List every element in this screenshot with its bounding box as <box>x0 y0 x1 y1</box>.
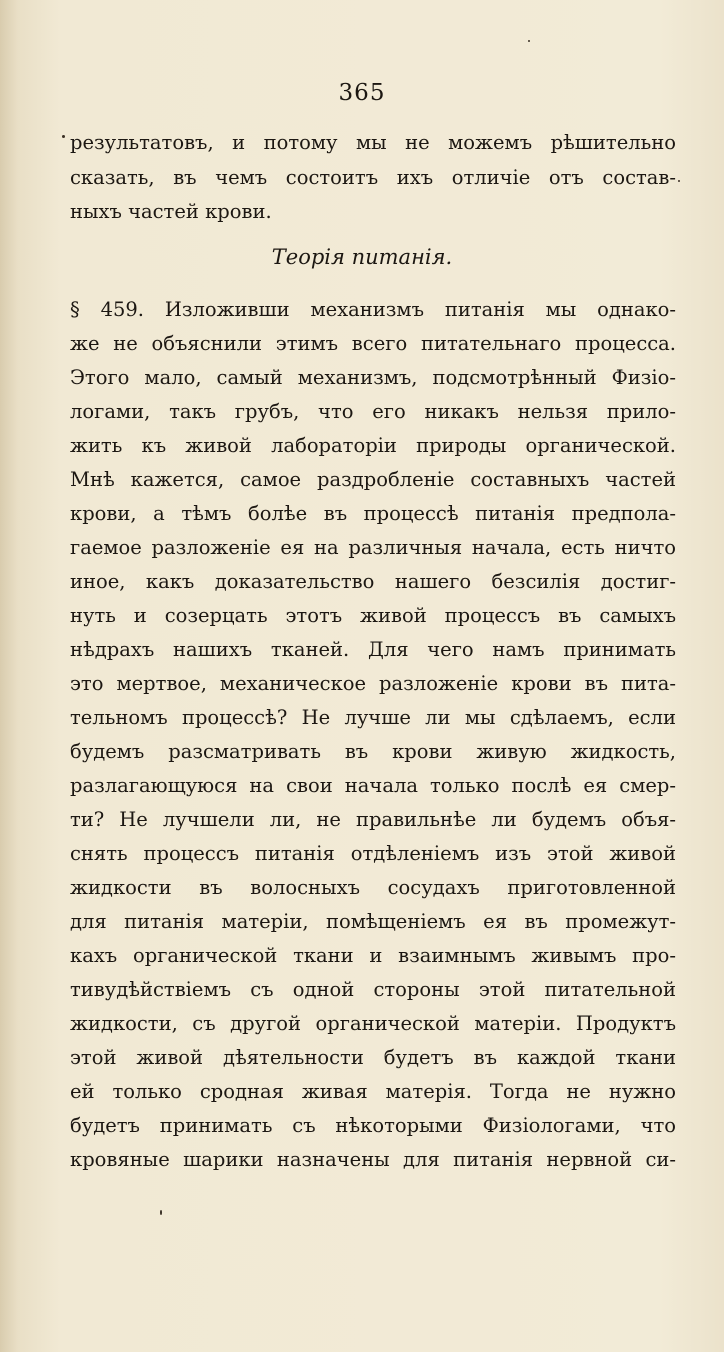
section-heading: Теорія питанія. <box>271 245 453 269</box>
text-line: снять процессъ питанія отдѣленіемъ изъ этой живой <box>70 842 676 865</box>
text-line: для питанія матеріи, помѣщеніемъ ея въ промежут- <box>70 910 676 933</box>
text-line: иное, какъ доказательство нашего безсилія достиг- <box>70 570 676 593</box>
text-line: ей только сродная живая матерія. Тогда не нужно <box>70 1080 676 1103</box>
text-line: тивудѣйствіемъ съ одной стороны этой питательной <box>70 978 676 1001</box>
text-line: Мнѣ кажется, самое раздробленіе составныхъ частей <box>70 468 676 491</box>
ink-speck <box>528 40 530 42</box>
text-line: сказать, въ чемъ состоитъ ихъ отличіе отъ состав- <box>70 166 676 189</box>
text-line: жить къ живой лабораторіи природы органической. <box>70 434 676 457</box>
page-number: 365 <box>338 80 386 106</box>
text-line: нуть и созерцать этотъ живой процессъ въ самыхъ <box>70 604 676 627</box>
text-line: кровяные шарики назначены для питанія нервной си- <box>70 1148 676 1171</box>
text-line: этой живой дѣятельности будетъ въ каждой ткани <box>70 1046 676 1069</box>
text-line: кахъ органической ткани и взаимнымъ живымъ про- <box>70 944 676 967</box>
text-line: же не объяснили этимъ всего питательнаго процесса. <box>70 332 676 355</box>
text-line: ныхъ частей крови. <box>70 200 272 223</box>
text-line: результатовъ, и потому мы не можемъ рѣшительно <box>70 131 676 154</box>
text-line: крови, а тѣмъ болѣе въ процессѣ питанія предпола- <box>70 502 676 525</box>
text-line: логами, такъ грубъ, что его никакъ нельзя прило- <box>70 400 676 423</box>
text-line: жидкости въ волосныхъ сосудахъ приготовленной <box>70 876 676 899</box>
text-line: будемъ разсматривать въ крови живую жидкость, <box>70 740 676 763</box>
text-line: нѣдрахъ нашихъ тканей. Для чего намъ принимать <box>70 638 676 661</box>
text-line: разлагающуюся на свои начала только послѣ ея смер- <box>70 774 676 797</box>
text-line: жидкости, съ другой органической матеріи. Продуктъ <box>70 1012 676 1035</box>
text-line: Этого мало, самый механизмъ, подсмотрѣнный Физіо- <box>70 366 676 389</box>
ink-speck <box>62 135 65 138</box>
text-line: ти? Не лучшели ли, не правильнѣе ли будемъ объя- <box>70 808 676 831</box>
text-line: тельномъ процессѣ? Не лучше ли мы сдѣлаемъ, если <box>70 706 676 729</box>
ink-speck <box>678 180 680 182</box>
text-line: это мертвое, механическое разложеніе крови въ пита- <box>70 672 676 695</box>
text-line: гаемое разложеніе ея на различныя начала, есть ничто <box>70 536 676 559</box>
text-line: § 459. Изложивши механизмъ питанія мы однако- <box>70 298 676 321</box>
text-line: будетъ принимать съ нѣкоторыми Физіологами, что <box>70 1114 676 1137</box>
ink-speck <box>160 1210 162 1215</box>
